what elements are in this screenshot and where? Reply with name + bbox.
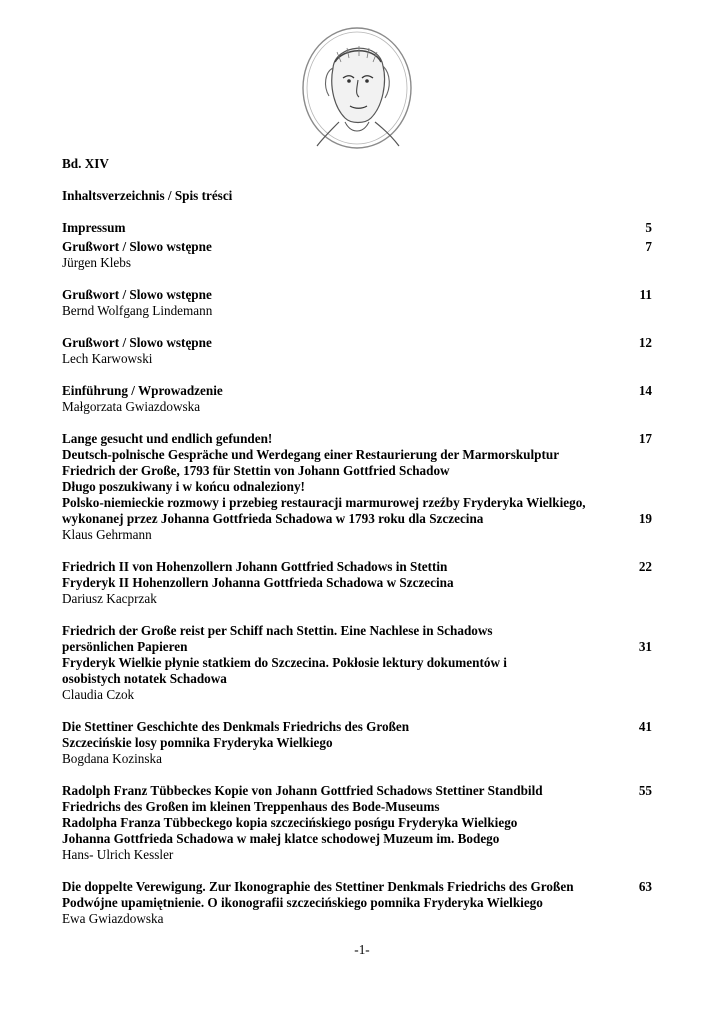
entry-title-line: Johanna Gottfrieda Schadowa w małej klatce schodowej Muzeum im. Bodego — [62, 831, 500, 846]
entry-title-line: Deutsch-polnische Gespräche und Werdegang einer Restaurierung der Marmorskulptur — [62, 447, 560, 462]
entry-author: Dariusz Kacprzak — [62, 591, 157, 606]
entry-title: Einführung / Wprowadzenie — [62, 383, 223, 398]
toc-entry — [62, 431, 652, 543]
entry-title-line: Fryderyk Wielkie płynie statkiem do Szczecina. Pokłosie lektury dokumentów i — [62, 655, 507, 670]
entry-title: Grußwort / Slowo wstępne — [62, 239, 212, 254]
entry-author: Lech Karwowski — [62, 351, 153, 366]
toc-entry — [62, 719, 652, 767]
entry-title: Radolph Franz Tübbeckes Kopie von Johann Gottfried Schadows Stettiner Standbild — [62, 783, 543, 798]
entry-title: Friedrich II von Hohenzollern Johann Gottfried Schadows in Stettin — [62, 559, 448, 574]
toc-entry — [62, 220, 652, 236]
entry-title-line: Szczecińskie losy pomnika Fryderyka Wielkiego — [62, 735, 333, 750]
toc-entry — [62, 559, 652, 607]
toc-entry — [62, 287, 652, 319]
entry-author: Małgorzata Gwiazdowska — [62, 399, 201, 414]
entry-title: Grußwort / Slowo wstępne — [62, 335, 212, 350]
toc-entry — [62, 239, 652, 271]
entry-title: Lange gesucht und endlich gefunden! — [62, 431, 273, 446]
page-number: 31 — [638, 639, 652, 654]
entry-author: Hans- Ulrich Kessler — [62, 847, 174, 862]
page-number: 63 — [638, 879, 652, 894]
toc-entry — [62, 335, 652, 367]
entry-author: Bogdana Kozinska — [62, 751, 162, 766]
entry-title: Die Stettiner Geschichte des Denkmals Friedrichs des Großen — [62, 719, 410, 734]
entry-author: Ewa Gwiazdowska — [62, 911, 164, 926]
toc-entry — [62, 383, 652, 415]
toc-title: Inhaltsverzeichnis / Spis trésci — [62, 188, 233, 203]
entry-title: Die doppelte Verewigung. Zur Ikonographie des Stettiner Denkmals Friedrichs des Großen — [62, 879, 574, 894]
entry-author: Bernd Wolfgang Lindemann — [62, 303, 213, 318]
portrait-medallion-illustration — [295, 22, 420, 154]
toc-entry — [62, 783, 652, 863]
page-number: 11 — [639, 287, 652, 302]
entry-title: Friedrich der Große reist per Schiff nach Stettin. Eine Nachlese in Schadows — [62, 623, 493, 638]
entry-title-line: Fryderyk II Hohenzollern Johanna Gottfrieda Schadowa w Szczecina — [62, 575, 454, 590]
entry-title-line: Friedrich der Große, 1793 für Stettin von Johann Gottfried Schadow — [62, 463, 450, 478]
entry-author: Jürgen Klebs — [62, 255, 131, 270]
entry-title-line: Polsko-niemieckie rozmowy i przebieg restauracji marmurowej rzeźby Fryderyka Wielkiego, — [62, 495, 586, 510]
page-number: 5 — [645, 220, 652, 235]
entry-title-line: persönlichen Papieren — [62, 639, 188, 654]
entry-title-line: Radolpha Franza Tübbeckego kopia szczecińskiego posńgu Fryderyka Wielkiego — [62, 815, 518, 830]
entry-author: Klaus Gehrmann — [62, 527, 152, 542]
entry-title-line: Friedrichs des Großen im kleinen Treppenhaus des Bode-Museums — [62, 799, 440, 814]
page-number: 19 — [638, 511, 652, 526]
page-number: 22 — [638, 559, 652, 574]
table-of-contents — [62, 156, 652, 927]
entry-title-line: Długo poszukiwany i w końcu odnaleziony! — [62, 479, 305, 494]
page-number: 55 — [638, 783, 652, 798]
page-number: 41 — [638, 719, 652, 734]
entry-title-line: osobistych notatek Schadowa — [62, 671, 227, 686]
entry-title: Grußwort / Slowo wstępne — [62, 287, 212, 302]
page-number: 7 — [645, 239, 652, 254]
toc-entry — [62, 623, 652, 703]
page-number: 14 — [638, 383, 652, 398]
entry-title: Impressum — [62, 220, 126, 235]
volume-label: Bd. XIV — [62, 156, 109, 171]
entry-title-line: Podwójne upamiętnienie. O ikonografii szczecińskiego pomnika Fryderyka Wielkiego — [62, 895, 543, 910]
page-number: 17 — [638, 431, 652, 446]
page-number: 12 — [638, 335, 652, 350]
page-footer-number: -1- — [354, 942, 370, 957]
entry-title-line: wykonanej przez Johanna Gottfrieda Schadowa w 1793 roku dla Szczecina — [62, 511, 484, 526]
entry-author: Claudia Czok — [62, 687, 135, 702]
toc-entry — [62, 879, 652, 927]
